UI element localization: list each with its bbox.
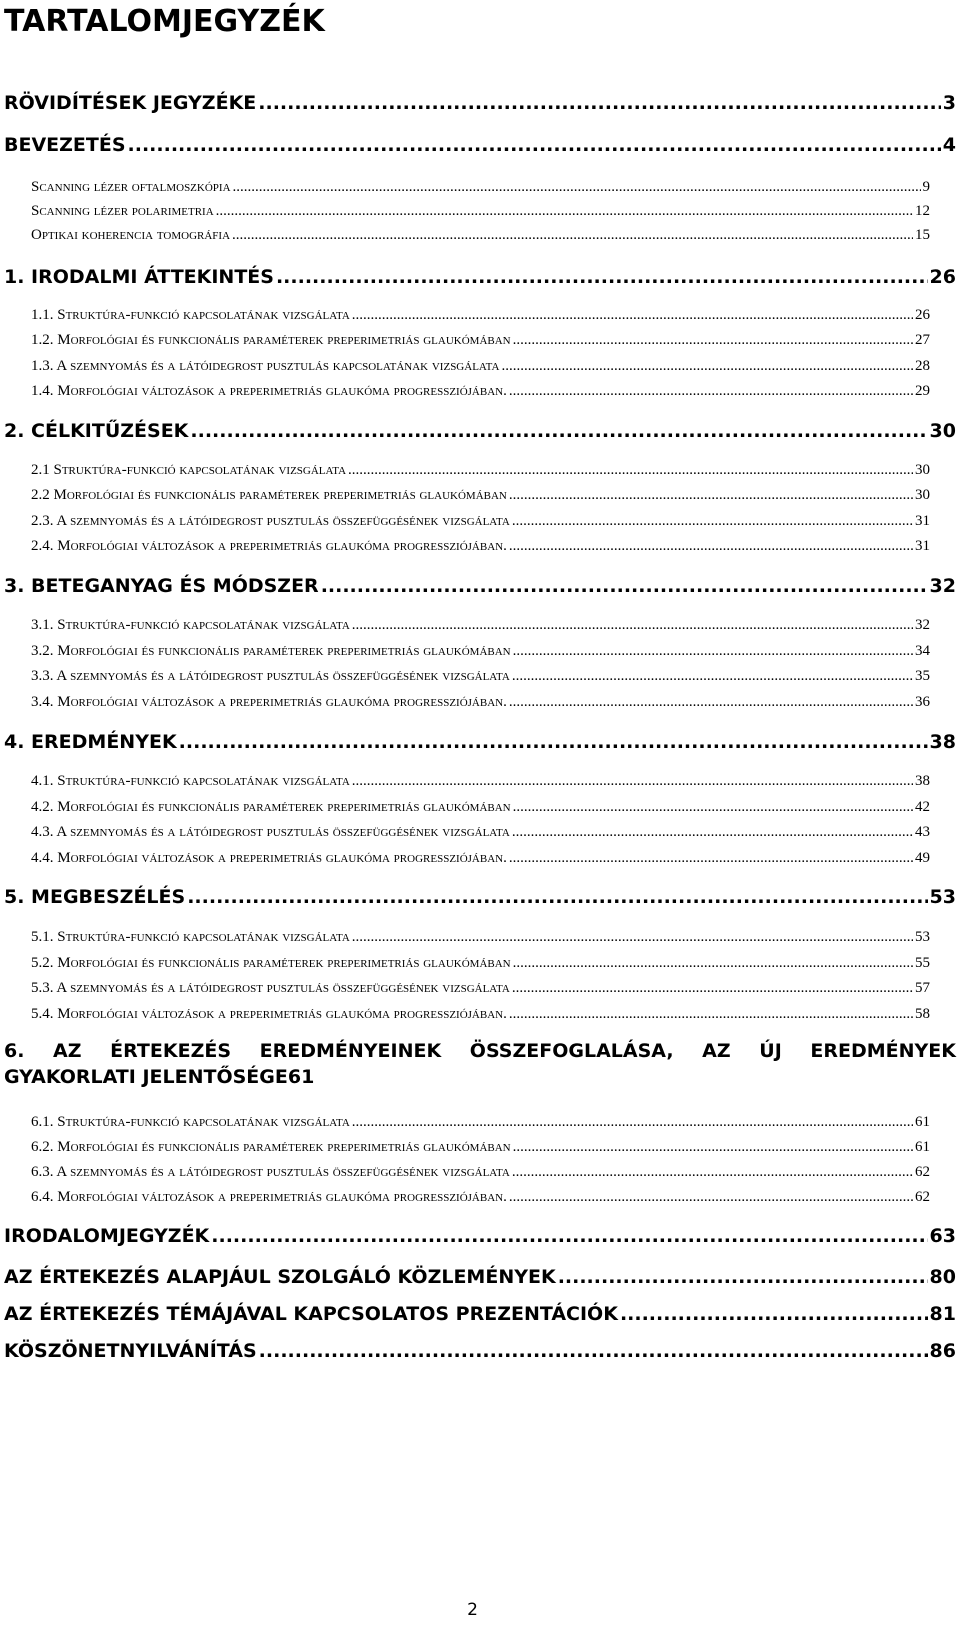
dot-leader: [211, 1224, 927, 1248]
toc-entry-page: 55: [915, 955, 930, 971]
toc-entry-label: 1.2. Morfológiai és funkcionális paraméterek preperimetriás glaukómában: [31, 332, 511, 348]
toc-entry-3-1[interactable]: [31, 615, 930, 635]
toc-entry-6-1[interactable]: [31, 1112, 930, 1132]
toc-entry-label: 2.4. Morfológiai változások a preperimetriás glaukóma progressziójában.: [31, 538, 507, 554]
toc-entry-label: 6.4. Morfológiai változások a preperimetriás glaukóma progressziójában.: [31, 1189, 507, 1205]
toc-entry-page: 9: [922, 179, 930, 195]
toc-entry-label: 1.1. Struktúra-funkció kapcsolatának vizsgálata: [31, 307, 350, 323]
toc-entry-5-1[interactable]: [31, 927, 930, 947]
toc-entry-page: 61: [287, 1066, 315, 1088]
dot-leader: [513, 797, 913, 817]
toc-entry-label: AZ ÉRTEKEZÉS TÉMÁJÁVAL KAPCSOLATOS PREZENTÁCIÓK: [4, 1303, 618, 1325]
dot-leader: [509, 536, 913, 556]
toc-entry-page: 38: [929, 731, 956, 753]
toc-entry-page: 12: [915, 203, 930, 219]
toc-entry-2-2[interactable]: [31, 485, 930, 505]
toc-entry-page: 53: [915, 929, 930, 945]
dot-leader: [512, 822, 913, 842]
dot-leader: [513, 1137, 913, 1157]
dot-leader: [179, 730, 928, 754]
toc-entry-5-2[interactable]: [31, 953, 930, 973]
dot-leader: [512, 1162, 913, 1182]
toc-entry-4-1[interactable]: [31, 771, 930, 791]
toc-entry-page: 57: [915, 980, 930, 996]
toc-entry-label: 3.1. Struktúra-funkció kapcsolatának vizsgálata: [31, 617, 350, 633]
toc-entry-label: 3.2. Morfológiai és funkcionális paraméterek preperimetriás glaukómában: [31, 643, 511, 659]
dot-leader: [187, 885, 927, 909]
toc-entry-page: 42: [915, 799, 930, 815]
toc-entry-page: 30: [929, 420, 956, 442]
toc-entry-6-3[interactable]: [31, 1162, 930, 1182]
toc-entry-2-3[interactable]: [31, 511, 930, 531]
toc-entry-label: 1.4. Morfológiai változások a preperimetriás glaukóma progressziójában.: [31, 383, 507, 399]
toc-entry-label: 5.3. A szemnyomás és a látóidegrost pusztulás összefüggésének vizsgálata: [31, 980, 510, 996]
toc-entry-label: 6.3. A szemnyomás és a látóidegrost pusztulás összefüggésének vizsgálata: [31, 1164, 510, 1180]
toc-entry-label-line2: GYAKORLATI JELENTŐSÉGE: [4, 1066, 288, 1088]
toc-entry-page: 36: [915, 694, 930, 710]
dot-leader: [513, 953, 913, 973]
toc-entry-page: 62: [915, 1189, 930, 1205]
dot-leader: [216, 201, 913, 221]
toc-entry-line2: [4, 1064, 956, 1090]
toc-entry-page: 32: [929, 575, 956, 597]
toc-entry-page: 26: [929, 266, 956, 288]
dot-leader: [509, 848, 913, 868]
page-title: TARTALOMJEGYZÉK: [4, 4, 325, 39]
toc-entry-label: 2.1 Struktúra-funkció kapcsolatának vizsgálata: [31, 462, 347, 478]
toc-entry-label: 4. EREDMÉNYEK: [4, 731, 177, 753]
dot-leader: [276, 265, 928, 289]
dot-leader: [513, 641, 913, 661]
toc-entry-4-2[interactable]: [31, 797, 930, 817]
toc-entry-page: 31: [915, 513, 930, 529]
dot-leader: [509, 485, 913, 505]
dot-leader: [232, 225, 913, 245]
dot-leader: [512, 978, 913, 998]
toc-entry-label: 4.3. A szemnyomás és a látóidegrost pusztulás összefüggésének vizsgálata: [31, 824, 510, 840]
toc-entry-page: 58: [915, 1006, 930, 1022]
toc-entry-page: 53: [929, 886, 956, 908]
toc-entry-label: 5. MEGBESZÉLÉS: [4, 886, 186, 908]
toc-entry-ch5[interactable]: [4, 885, 956, 909]
toc-entry-slp[interactable]: [31, 201, 930, 221]
toc-entry-label: AZ ÉRTEKEZÉS ALAPJÁUL SZOLGÁLÓ KÖZLEMÉNYEK: [4, 1266, 556, 1288]
toc-entry-page: 43: [915, 824, 930, 840]
toc-entry-page: 27: [915, 332, 930, 348]
page-number: 2: [467, 1600, 478, 1620]
toc-entry-page: 38: [915, 773, 930, 789]
toc-entry-1-1[interactable]: [31, 305, 930, 325]
dot-leader: [190, 419, 927, 443]
toc-entry-label: 1.3. A szemnyomás és a látóidegrost pusztulás kapcsolatának vizsgálata: [31, 358, 500, 374]
toc-entry-page: 49: [915, 850, 930, 866]
toc-entry-6-2[interactable]: [31, 1137, 930, 1157]
toc-entry-5-3[interactable]: [31, 978, 930, 998]
toc-entry-6-4[interactable]: [31, 1187, 930, 1207]
toc-entry-label: 4.2. Morfológiai és funkcionális paraméterek preperimetriás glaukómában: [31, 799, 511, 815]
toc-entry-page: 86: [929, 1340, 956, 1362]
toc-entry-label: 6.2. Morfológiai és funkcionális paraméterek preperimetriás glaukómában: [31, 1139, 511, 1155]
toc-entry-page: 61: [915, 1139, 930, 1155]
dot-leader: [128, 133, 941, 157]
toc-entry-label: Scanning lézer polarimetria: [31, 203, 214, 219]
toc-entry-page: 3: [942, 92, 956, 114]
toc-entry-page: 61: [915, 1114, 930, 1130]
toc-entry-label: Optikai koherencia tomográfia: [31, 227, 231, 243]
toc-entry-label: 5.1. Struktúra-funkció kapcsolatának vizsgálata: [31, 929, 350, 945]
dot-leader: [352, 927, 913, 947]
toc-entry-page: 26: [915, 307, 930, 323]
toc-entry-label: 2.3. A szemnyomás és a látóidegrost pusztulás összefüggésének vizsgálata: [31, 513, 510, 529]
toc-entry-label: IRODALOMJEGYZÉK: [4, 1225, 210, 1247]
dot-leader: [259, 1339, 928, 1363]
toc-entry-label: RÖVIDÍTÉSEK JEGYZÉKE: [4, 92, 257, 114]
toc-entry-page: 32: [915, 617, 930, 633]
dot-leader: [348, 460, 913, 480]
toc-entry-1-4[interactable]: [31, 381, 930, 401]
toc-entry-page: 30: [915, 487, 930, 503]
dot-leader: [352, 771, 913, 791]
dot-leader: [352, 1112, 913, 1132]
dot-leader: [558, 1265, 928, 1289]
toc-entry-label: 3.4. Morfológiai változások a preperimetriás glaukóma progressziójában.: [31, 694, 507, 710]
dot-leader: [501, 356, 913, 376]
toc-entry-3-2[interactable]: [31, 641, 930, 661]
dot-leader: [512, 666, 913, 686]
toc-entry-page: 80: [929, 1266, 956, 1288]
toc-entry-label: KÖSZÖNETNYILVÁNÍTÁS: [4, 1340, 257, 1362]
dot-leader: [258, 91, 940, 115]
toc-entry-page: 4: [942, 134, 956, 156]
toc-entry-ch4[interactable]: [4, 730, 956, 754]
toc-entry-page: 62: [915, 1164, 930, 1180]
toc-entry-page: 30: [915, 462, 930, 478]
toc-entry-label: 1. IRODALMI ÁTTEKINTÉS: [4, 266, 274, 288]
toc-entry-label-line1: 6. AZ ÉRTEKEZÉS EREDMÉNYEINEK ÖSSZEFOGLALÁSA, AZ ÚJ EREDMÉNYEK: [4, 1040, 956, 1062]
toc-entry-page: 15: [915, 227, 930, 243]
toc-entry-page: 34: [915, 643, 930, 659]
dot-leader: [512, 511, 913, 531]
toc-entry-3-4[interactable]: [31, 692, 930, 712]
dot-leader: [352, 305, 913, 325]
toc-entry-page: 29: [915, 383, 930, 399]
toc-entry-page: 31: [915, 538, 930, 554]
toc-entry-koszonet[interactable]: [4, 1339, 956, 1363]
toc-entry-1-3[interactable]: [31, 356, 930, 376]
toc-entry-page: 63: [929, 1225, 956, 1247]
toc-entry-2-1[interactable]: [31, 460, 930, 480]
toc-entry-slo[interactable]: [31, 177, 930, 197]
dot-leader: [233, 177, 921, 197]
toc-entry-label: 2.2 Morfológiai és funkcionális paraméterek preperimetriás glaukómában: [31, 487, 507, 503]
dot-leader: [509, 381, 913, 401]
toc-entry-irodalom[interactable]: [4, 1224, 956, 1248]
dot-leader: [509, 1187, 913, 1207]
dot-leader: [352, 615, 913, 635]
toc-entry-label: 4.1. Struktúra-funkció kapcsolatának vizsgálata: [31, 773, 350, 789]
toc-entry-ch2[interactable]: [4, 419, 956, 443]
dot-leader: [321, 574, 928, 598]
toc-entry-ch1[interactable]: [4, 265, 956, 289]
toc-entry-5-4[interactable]: [31, 1004, 930, 1024]
toc-entry-label: 6.1. Struktúra-funkció kapcsolatának vizsgálata: [31, 1114, 350, 1130]
toc-entry-rovidites[interactable]: [4, 91, 956, 115]
toc-entry-1-2[interactable]: [31, 330, 930, 350]
toc-entry-page: 28: [915, 358, 930, 374]
toc-entry-oct[interactable]: [31, 225, 930, 245]
toc-entry-label: 3.3. A szemnyomás és a látóidegrost pusztulás összefüggésének vizsgálata: [31, 668, 510, 684]
toc-entry-bevezetes[interactable]: [4, 133, 956, 157]
toc-entry-kozlemenyek[interactable]: [4, 1265, 956, 1289]
toc-entry-page: 35: [915, 668, 930, 684]
toc-entry-label: 2. CÉLKITŰZÉSEK: [4, 420, 189, 442]
dot-leader: [620, 1302, 928, 1326]
dot-leader: [509, 1004, 913, 1024]
toc-entry-label: BEVEZETÉS: [4, 134, 126, 156]
dot-leader: [509, 692, 913, 712]
dot-leader: [513, 330, 913, 350]
toc-entry-3-3[interactable]: [31, 666, 930, 686]
toc-entry-ch6[interactable]: [4, 1038, 956, 1090]
toc-entry-page: 81: [929, 1303, 956, 1325]
toc-entry-label: 5.4. Morfológiai változások a preperimetriás glaukóma progressziójában.: [31, 1006, 507, 1022]
toc-entry-label: Scanning lézer oftalmoszkópia: [31, 179, 231, 195]
toc-entry-label: 5.2. Morfológiai és funkcionális paraméterek preperimetriás glaukómában: [31, 955, 511, 971]
toc-entry-4-3[interactable]: [31, 822, 930, 842]
toc-entry-label: 4.4. Morfológiai változások a preperimetriás glaukóma progressziójában.: [31, 850, 507, 866]
toc-entry-4-4[interactable]: [31, 848, 930, 868]
toc-entry-2-4[interactable]: [31, 536, 930, 556]
toc-entry-prezentaciok[interactable]: [4, 1302, 956, 1326]
toc-entry-ch3[interactable]: [4, 574, 956, 598]
toc-entry-label: 3. BETEGANYAG ÉS MÓDSZER: [4, 575, 319, 597]
